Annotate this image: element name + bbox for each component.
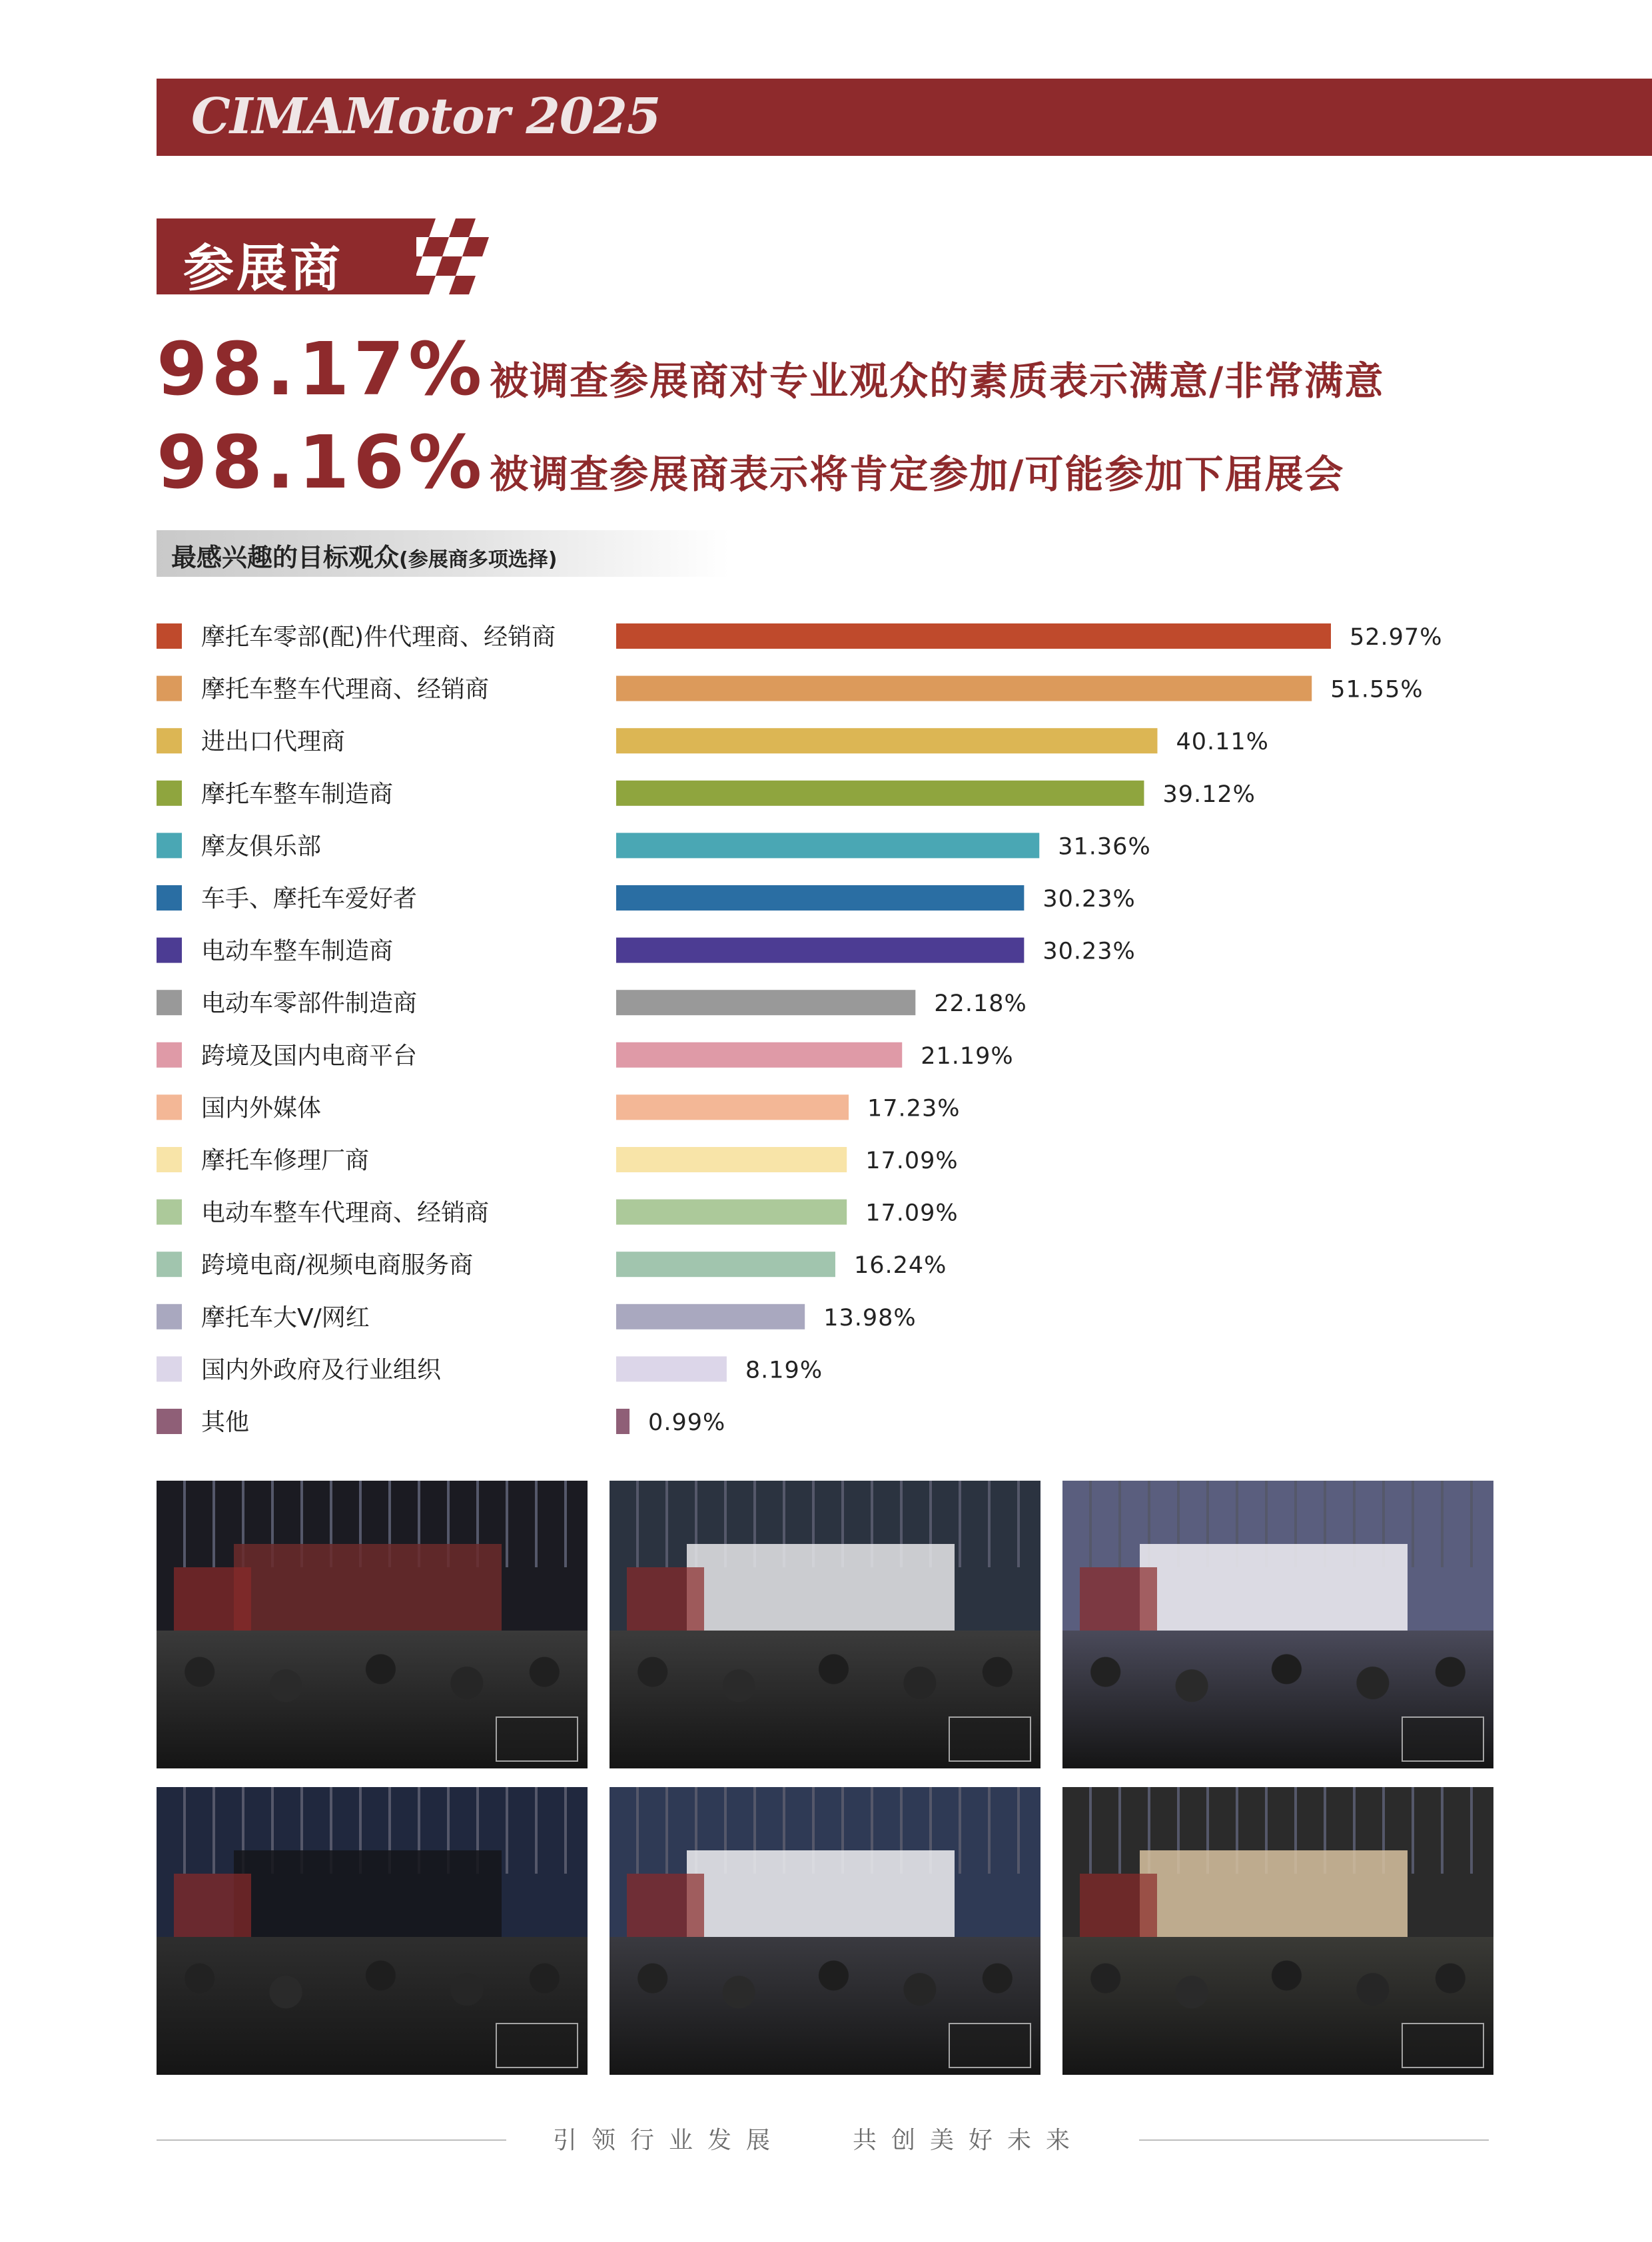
value-label: 8.19%: [745, 1357, 823, 1384]
legend-swatch: [157, 885, 182, 911]
section-title: 参展商: [183, 238, 343, 298]
chart-heading-note: (参展商多项选择): [399, 548, 558, 571]
bar: [616, 1042, 902, 1068]
category-label: 摩托车整车代理商、经销商: [201, 675, 490, 703]
bar: [616, 1409, 629, 1434]
value-label: 40.11%: [1176, 729, 1269, 756]
exhibition-photo-grid: [157, 1481, 1489, 2080]
value-label: 52.97%: [1350, 624, 1443, 651]
value-label: 21.19%: [921, 1042, 1014, 1070]
value-label: 16.24%: [853, 1252, 947, 1280]
value-label: 30.23%: [1042, 938, 1136, 965]
value-label: 31.36%: [1058, 833, 1151, 861]
legend-swatch: [157, 1252, 182, 1277]
category-label: 摩托车大V/网红: [201, 1304, 370, 1331]
exhibition-photo-1: [157, 1481, 588, 1768]
value-label: 22.18%: [934, 990, 1027, 1018]
category-label: 车手、摩托车爱好者: [201, 885, 418, 913]
category-label: 摩托车零部(配)件代理商、经销商: [201, 623, 556, 651]
exhibition-photo-4: [157, 1787, 588, 2075]
stat-value: 98.17%: [157, 326, 486, 412]
legend-swatch: [157, 938, 182, 963]
value-label: 13.98%: [823, 1304, 917, 1331]
legend-swatch: [157, 1356, 182, 1381]
bar: [616, 781, 1144, 806]
bar: [616, 1147, 847, 1172]
legend-swatch: [157, 781, 182, 806]
bar: [616, 728, 1157, 753]
category-label: 电动车零部件制造商: [201, 990, 418, 1018]
bar: [616, 885, 1024, 911]
legend-swatch: [157, 1409, 182, 1434]
stat-value: 98.16%: [157, 420, 486, 505]
category-label: 跨境电商/视频电商服务商: [201, 1252, 474, 1280]
value-label: 0.99%: [648, 1409, 726, 1436]
legend-swatch: [157, 1094, 182, 1120]
exhibition-photo-6: [1062, 1787, 1493, 2075]
category-label: 摩托车修理厂商: [201, 1147, 370, 1174]
value-label: 39.12%: [1162, 781, 1256, 808]
stat-text: 被调查参展商表示将肯定参加/可能参加下届展会: [490, 452, 1345, 497]
legend-swatch: [157, 728, 182, 753]
value-label: 30.23%: [1042, 886, 1136, 913]
value-label: 51.55%: [1330, 676, 1424, 703]
value-label: 17.23%: [867, 1095, 961, 1122]
brand-title: CIMAMotor 2025: [191, 88, 661, 145]
legend-swatch: [157, 1200, 182, 1225]
bar: [616, 1356, 727, 1381]
category-label: 进出口代理商: [201, 728, 346, 756]
bar: [616, 1094, 849, 1120]
bar: [616, 1200, 847, 1225]
category-label: 其他: [201, 1409, 250, 1436]
bar: [616, 623, 1331, 649]
category-label: 电动车整车制造商: [201, 937, 394, 965]
category-label: 电动车整车代理商、经销商: [201, 1199, 490, 1227]
exhibition-photo-3: [1062, 1481, 1493, 1768]
chart-heading: 最感兴趣的目标观众: [171, 543, 400, 572]
category-label: 摩友俱乐部: [201, 833, 322, 861]
legend-swatch: [157, 676, 182, 701]
value-label: 17.09%: [865, 1200, 959, 1227]
bar: [616, 1252, 835, 1277]
category-label: 跨境及国内电商平台: [201, 1042, 418, 1070]
legend-swatch: [157, 1147, 182, 1172]
footer-rule-right: [1139, 2139, 1489, 2141]
legend-swatch: [157, 1042, 182, 1068]
legend-swatch: [157, 833, 182, 858]
bar: [616, 990, 915, 1015]
bar: [616, 676, 1312, 701]
footer-rule-left: [157, 2139, 506, 2141]
category-label: 国内外媒体: [201, 1094, 322, 1122]
footer-slogan-right: 共创美好未来: [853, 2127, 1085, 2154]
legend-swatch: [157, 990, 182, 1015]
exhibition-photo-2: [610, 1481, 1040, 1768]
legend-swatch: [157, 1304, 182, 1329]
stat-text: 被调查参展商对专业观众的素质表示满意/非常满意: [490, 358, 1385, 404]
bar: [616, 833, 1039, 858]
footer-slogan-left: 引领行业发展: [553, 2127, 785, 2154]
bar: [616, 1304, 805, 1329]
category-label: 国内外政府及行业组织: [201, 1356, 442, 1384]
value-label: 17.09%: [865, 1148, 959, 1174]
exhibition-photo-5: [610, 1787, 1040, 2075]
category-label: 摩托车整车制造商: [201, 780, 394, 808]
bar: [616, 938, 1024, 963]
legend-swatch: [157, 623, 182, 649]
